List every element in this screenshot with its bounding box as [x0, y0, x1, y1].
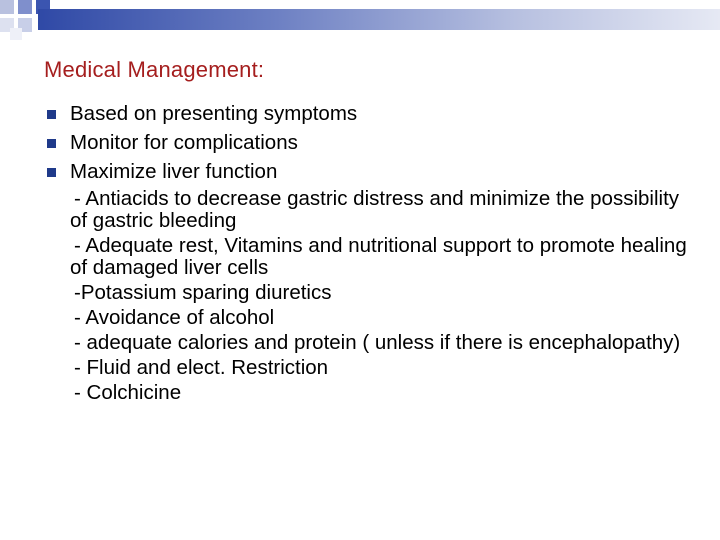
sub-item-text: - Avoidance of alcohol [74, 306, 275, 329]
sub-item-text: - Fluid and elect. Restriction [74, 356, 329, 379]
sub-item [44, 282, 694, 304]
slide-title: Medical Management: [44, 57, 265, 82]
sub-item [44, 235, 694, 279]
corner-square [0, 0, 14, 14]
sub-item [44, 307, 694, 329]
sub-item [44, 332, 694, 354]
corner-square [18, 0, 32, 14]
bullet-text: Based on presenting symptoms [70, 102, 358, 125]
bullet-item [44, 159, 694, 185]
sub-item [44, 357, 694, 379]
corner-square [10, 28, 22, 40]
sub-item-text: - Colchicine [74, 381, 182, 404]
square-bullet-icon [47, 139, 56, 148]
sub-item-text: - adequate calories and protein ( unless if there is encephalopathy) [74, 331, 681, 354]
slide-body [44, 101, 694, 407]
bullet-text: Monitor for complications [70, 131, 298, 154]
bullet-item [44, 130, 694, 156]
sub-item-text: -Potassium sparing diuretics [74, 281, 332, 304]
bullet-text: Maximize liver function [70, 160, 278, 183]
square-bullet-icon [47, 110, 56, 119]
sub-item-text: - Adequate rest, Vitamins and nutritional support to promote healing of damaged liver cells [70, 234, 687, 279]
square-bullet-icon [47, 168, 56, 177]
sub-item [44, 188, 694, 232]
sub-item-text: - Antiacids to decrease gastric distress and minimize the possibility of gastric bleeding [70, 187, 680, 232]
sub-item [44, 382, 694, 404]
header-accent-bar [38, 9, 720, 30]
bullet-item [44, 101, 694, 127]
